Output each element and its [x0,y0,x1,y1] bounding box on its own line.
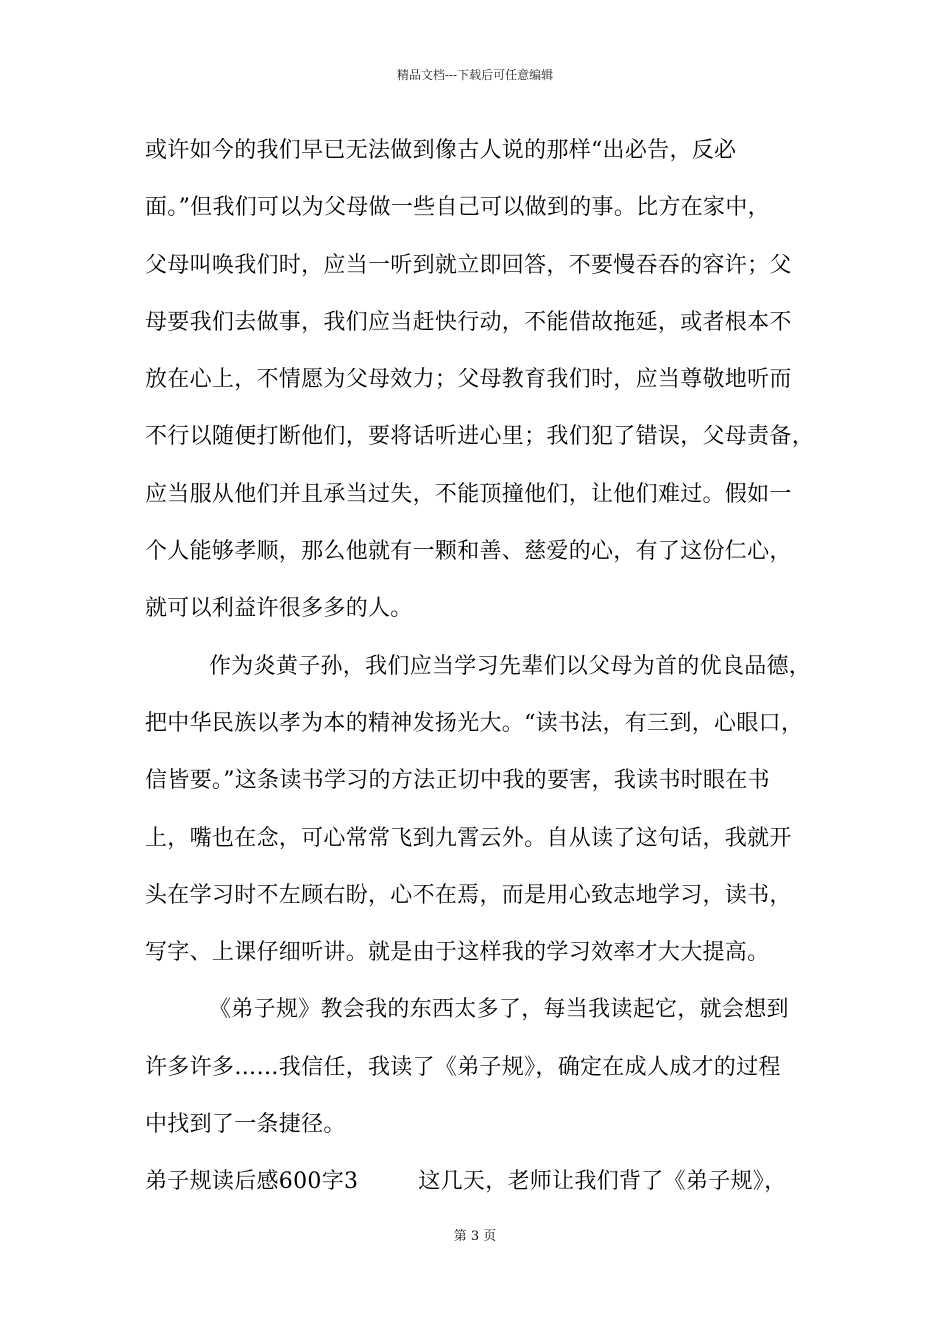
paragraph-line: 面。”但我们可以为父母做一些自己可以做到的事。比方在家中， [145,195,770,221]
paragraph-line: 信皆要。”这条读书学习的方法正切中我的要害，我读书时眼在书 [145,768,770,794]
paragraph-line: 作为炎黄子孙，我们应当学习先辈们以父母为首的优良品德， [209,653,812,679]
section-heading: 弟子规读后感600字3 [145,1169,359,1195]
paragraph-line: 许多许多……我信任，我读了《弟子规》，确定在成人成才的过程 [145,1054,781,1080]
paragraph-line: 不行以随便打断他们，要将话听进心里；我们犯了错误，父母责备， [145,424,815,450]
paragraph-line: 把中华民族以孝为本的精神发扬光大。“读书法，有三到，心眼口， [145,710,804,736]
paragraph-line: 或许如今的我们早已无法做到像古人说的那样“出必告，反必 [145,138,737,163]
paragraph-line: 上，嘴也在念，可心常常飞到九霄云外。自从读了这句话，我就开 [145,825,792,851]
page-number: 第 3 页 [453,1229,497,1244]
paragraph-line: 中找到了一条捷径。 [145,1112,346,1138]
page-header: 精品文档---下载后可任意编辑 [396,68,554,82]
paragraph-line: 应当服从他们并且承当过失，不能顶撞他们，让他们难过。假如一 [145,481,792,507]
paragraph-line: 写字、上课仔细听讲。就是由于这样我的学习效率才大大提高。 [145,940,770,966]
paragraph-line: 《弟子规》教会我的东西太多了，每当我读起它，就会想到 [209,997,789,1023]
paragraph-line: 母要我们去做事，我们应当赶快行动，不能借故拖延，或者根本不 [145,309,792,335]
paragraph-line: 头在学习时不左顾右盼，心不在焉，而是用心致志地学习，读书， [145,882,792,908]
paragraph-line: 个人能够孝顺，那么他就有一颗和善、慈爱的心，有了这份仁心， [145,539,792,565]
paragraph-line: 父母叫唤我们时，应当一听到就立即回答，不要慢吞吞的容许；父 [145,252,792,278]
paragraph-line [145,1162,845,1219]
paragraph-line: 就可以利益许很多多的人。 [145,596,413,622]
paragraph-text: 这几天，老师让我们背了《弟子规》， [418,1169,787,1195]
document-body [145,131,845,1220]
paragraph-line: 放在心上，不情愿为父母效力；父母教育我们时，应当尊敬地听而 [145,367,792,393]
